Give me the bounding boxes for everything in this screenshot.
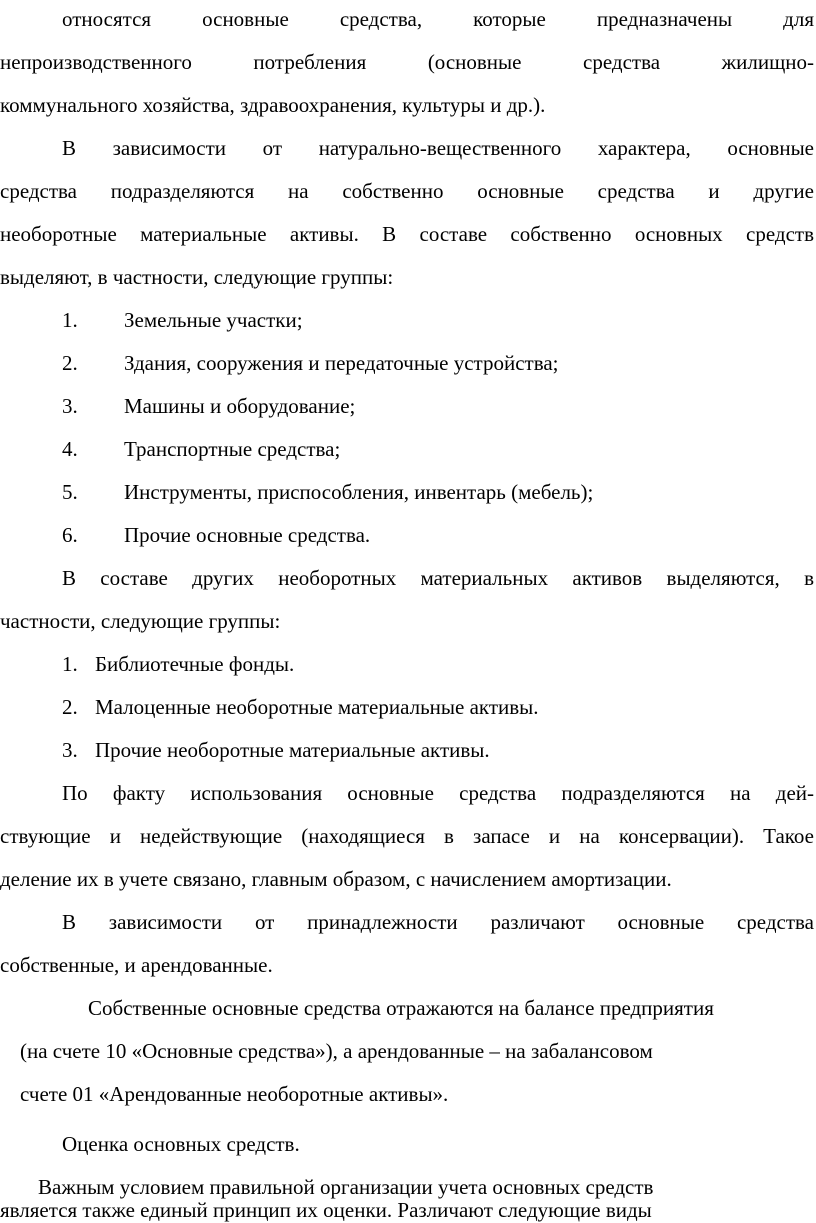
list-item-text: Здания, сооружения и передаточные устройства; — [124, 351, 559, 375]
paragraph-1-line-3: коммунального хозяйства, здравоохранения, культуры и др.). — [0, 93, 546, 117]
paragraph-6-line-3: счете 01 «Арендованные необоротные активы». — [20, 1082, 449, 1106]
list-item-number: 1. — [62, 652, 78, 676]
list-item-text: Малоценные необоротные материальные активы. — [95, 695, 539, 719]
list-item-number: 5. — [62, 480, 78, 504]
paragraph-2-line-1: В зависимости от натурально-вещественного характера, основные — [62, 136, 814, 160]
paragraph-6-line-1: Собственные основные средства отражаются на балансе предприятия — [88, 996, 714, 1020]
list-item-text: Машины и оборудование; — [124, 394, 356, 418]
paragraph-1-line-1: относятся основные средства, которые предназначены для — [62, 7, 814, 31]
paragraph-2-line-3: необоротные материальные активы. В составе собственно основных средств — [0, 222, 814, 246]
list-item-number: 2. — [62, 351, 78, 375]
paragraph-2-line-2: средства подразделяются на собственно основные средства и другие — [0, 179, 814, 203]
paragraph-3-line-2: частности, следующие группы: — [0, 609, 281, 633]
paragraph-5-line-2: собственные, и арендованные. — [0, 953, 273, 977]
paragraph-4-line-2: ствующие и недействующие (находящиеся в запасе и на консервации). Такое — [0, 824, 814, 848]
list-item-number: 3. — [62, 738, 78, 762]
list-item-text: Земельные участки; — [124, 308, 303, 332]
list-item-number: 2. — [62, 695, 78, 719]
paragraph-4-line-1: По факту использования основные средства подразделяются на дей- — [62, 781, 814, 805]
list-item-text: Инструменты, приспособления, инвентарь (мебель); — [124, 480, 594, 504]
list-item-number: 1. — [62, 308, 78, 332]
paragraph-5-line-1: В зависимости от принадлежности различают основные средства — [62, 910, 814, 934]
list-item-number: 3. — [62, 394, 78, 418]
paragraph-3-line-1: В составе других необоротных материальных активов выделяются, в — [62, 566, 814, 590]
list-item-number: 6. — [62, 523, 78, 547]
list-item-text: Транспортные средства; — [124, 437, 341, 461]
paragraph-7-line-1: Важным условием правильной организации учета основных средств — [38, 1175, 654, 1199]
list-item-text: Прочие основные средства. — [124, 523, 371, 547]
list-item-text: Прочие необоротные материальные активы. — [95, 738, 490, 762]
list-item-number: 4. — [62, 437, 78, 461]
paragraph-2-line-4: выделяют, в частности, следующие группы: — [0, 265, 394, 289]
paragraph-6-line-2: (на счете 10 «Основные средства»), а арендованные – на забалансовом — [20, 1039, 653, 1063]
paragraph-1-line-2: непроизводственного потребления (основные средства жилищно- — [0, 50, 814, 74]
paragraph-4-line-3: деление их в учете связано, главным образом, с начислением амортизации. — [0, 867, 672, 891]
paragraph-7-line-2: является также единый принцип их оценки. Различают следующие виды — [0, 1198, 652, 1222]
section-heading: Оценка основных средств. — [62, 1132, 300, 1156]
list-item-text: Библиотечные фонды. — [95, 652, 295, 676]
